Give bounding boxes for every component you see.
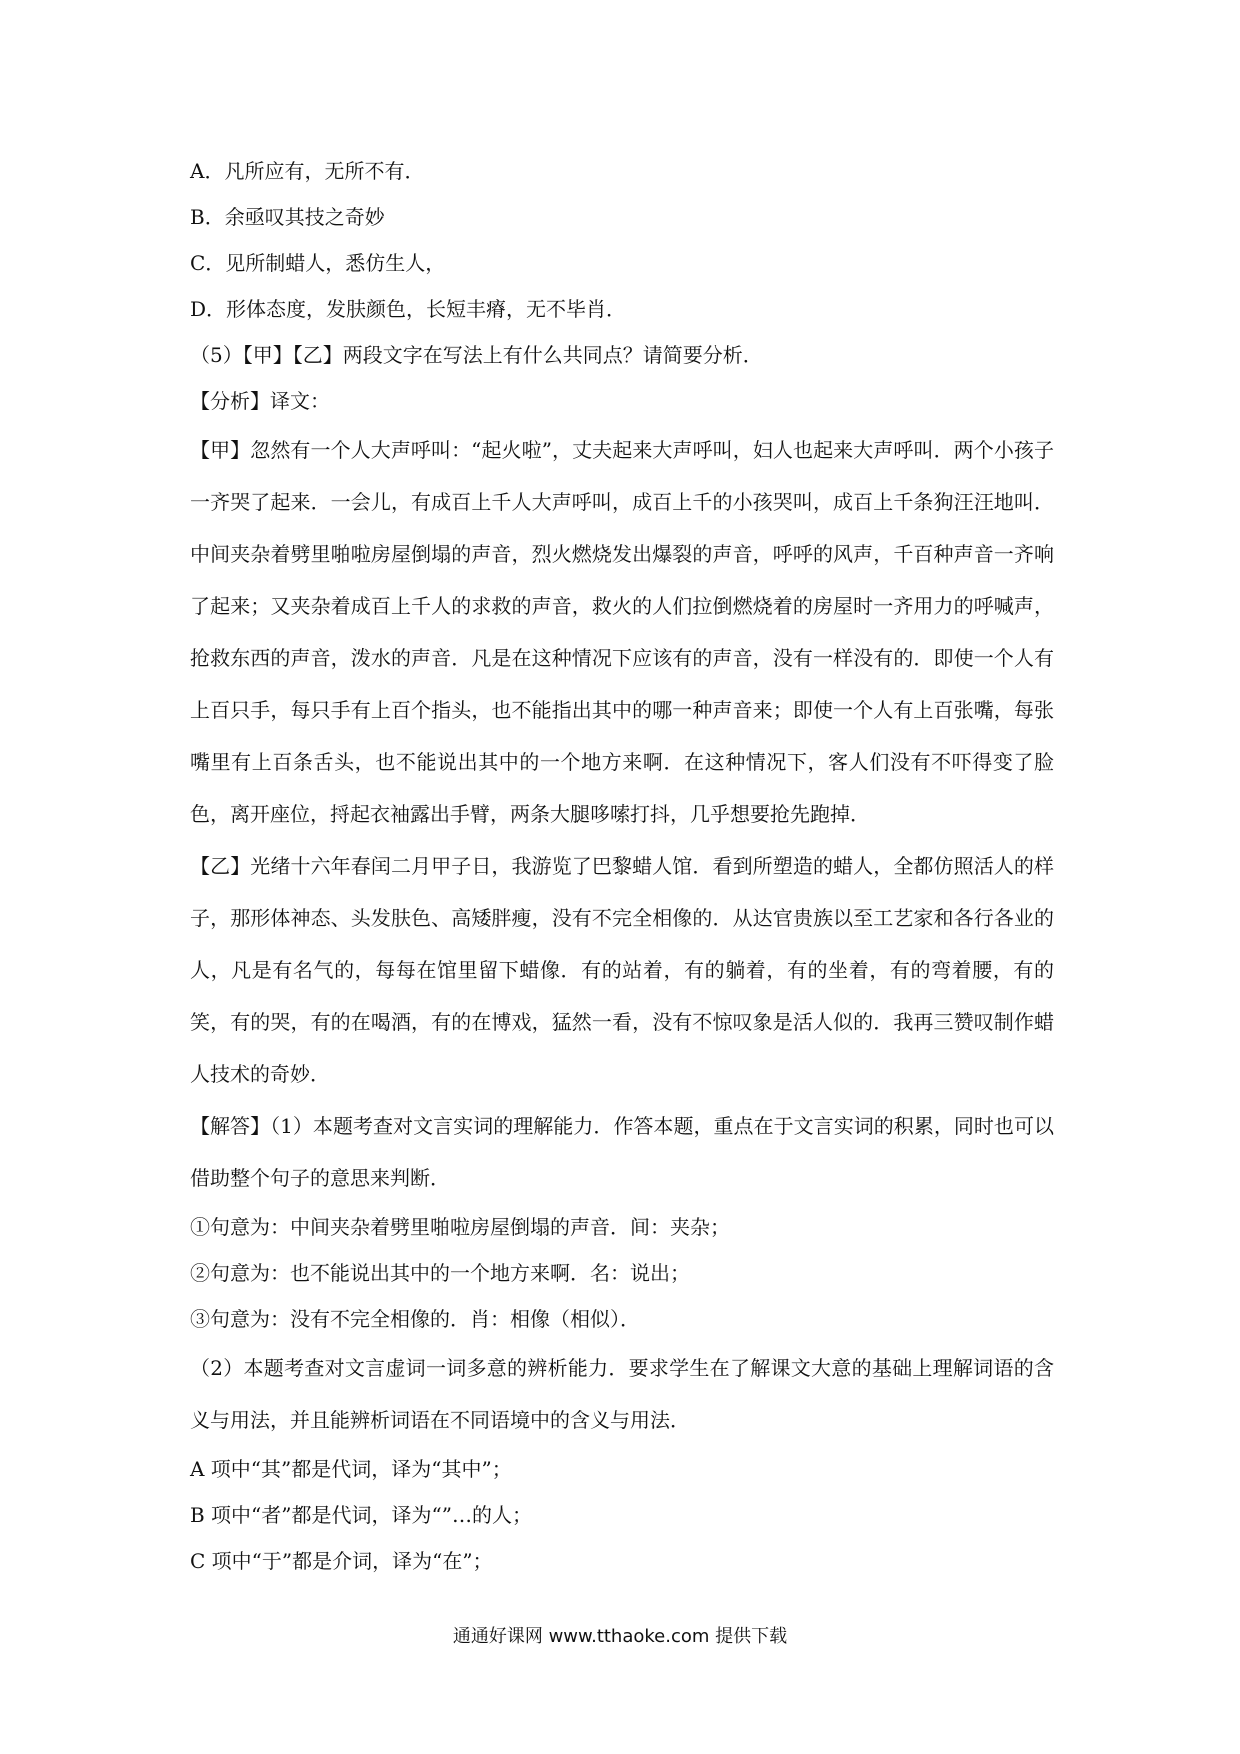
note-a: A 项中“其”都是代词，译为“其中”； <box>190 1457 512 1481</box>
answer-item-3: ③句意为：没有不完全相像的．肖：相像（相似）． <box>190 1307 640 1331</box>
answer-item-2: ②句意为：也不能说出其中的一个地方来啊．名：说出； <box>190 1261 690 1285</box>
option-d: D．形体态度，发肤颜色，长短丰瘠，无不毕肖． <box>190 297 627 321</box>
document-body <box>190 148 1054 1584</box>
answer-paragraph: 【解答】（1）本题考查对文言实词的理解能力．作答本题，重点在于文言实词的积累，同时也可以借助整个句子的意思来判断． <box>190 1114 1054 1190</box>
page-footer: 通通好课网 www.tthaoke.com 提供下载 <box>452 1626 788 1647</box>
question-5: （5）【甲】【乙】两段文字在写法上有什么共同点？请简要分析． <box>190 343 763 367</box>
jia-translation <box>190 424 1054 840</box>
part2-section <box>190 1342 1054 1446</box>
yi-translation <box>190 840 1054 1100</box>
answer-item-1: ①句意为：中间夹杂着劈里啪啦房屋倒塌的声音．间：夹杂； <box>190 1215 730 1239</box>
yi-paragraph: 【乙】光绪十六年春闰二月甲子日，我游览了巴黎蜡人馆．看到所塑造的蜡人，全都仿照活人的样子，那形体神态、头发肤色、高矮胖瘦，没有不完全相像的．从达官贵族以至工艺家和各行各业的人，凡是有名气的，每每在馆里留下蜡像．有的站着，有的躺着，有的坐着，有的弯着腰，有的笑，有的哭，有的在喝酒，有的在博戏，猛然一看，没有不惊叹象是活人似的．我再三赞叹制作蜡人技术的奇妙． <box>190 854 1054 1086</box>
option-a: A．凡所应有，无所不有． <box>190 159 425 183</box>
analysis-heading: 【分析】译文： <box>190 389 330 413</box>
note-b: B 项中“者”都是代词，译为“”…的人； <box>190 1503 532 1527</box>
answer-section <box>190 1100 1054 1204</box>
note-c: C 项中“于”都是介词，译为“在”； <box>190 1549 493 1573</box>
option-b: B．余亟叹其技之奇妙 <box>190 205 385 229</box>
option-c: C．见所制蜡人，悉仿生人， <box>190 251 446 275</box>
jia-paragraph: 【甲】忽然有一个人大声呼叫：“起火啦”，丈夫起来大声呼叫，妇人也起来大声呼叫．两个小孩子一齐哭了起来．一会儿，有成百上千人大声呼叫，成百上千的小孩哭叫，成百上千条狗汪汪地叫．中间夹杂着劈里啪啦房屋倒塌的声音，烈火燃烧发出爆裂的声音，呼呼的风声，千百种声音一齐响了起来；又夹杂着成百上千人的求救的声音，救火的人们拉倒燃烧着的房屋时一齐用力的呼喊声，抢救东西的声音，泼水的声音．凡是在这种情况下应该有的声音，没有一样没有的．即使一个人有上百只手，每只手有上百个指头，也不能指出其中的哪一种声音来；即使一个人有上百张嘴，每张嘴里有上百条舌头，也不能说出其中的一个地方来啊．在这种情况下，客人们没有不吓得变了脸色，离开座位，捋起衣袖露出手臂，两条大腿哆嗦打抖，几乎想要抢先跑掉． <box>190 438 1054 826</box>
part2-paragraph: （2）本题考查对文言虚词一词多意的辨析能力．要求学生在了解课文大意的基础上理解词语的含义与用法，并且能辨析词语在不同语境中的含义与用法． <box>190 1356 1054 1432</box>
